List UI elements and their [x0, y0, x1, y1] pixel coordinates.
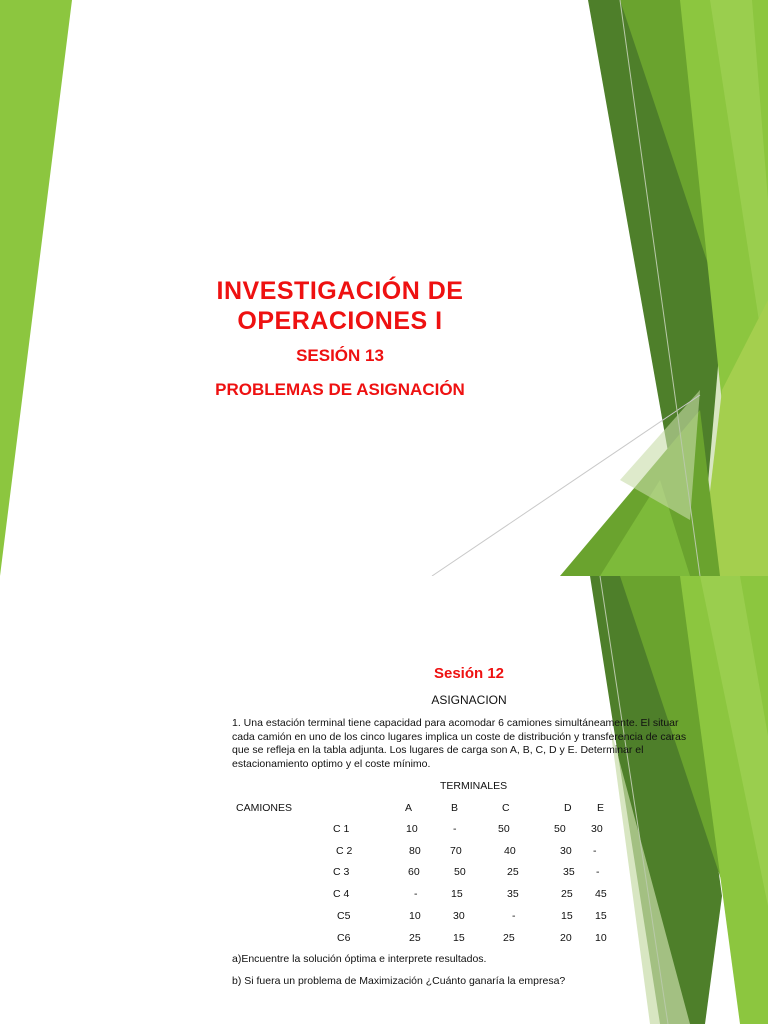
table-cell: 25 [507, 866, 519, 878]
content-slide [0, 576, 768, 1024]
table-cell: 45 [595, 888, 607, 900]
column-header: B [451, 802, 459, 814]
table-cell: 15 [451, 888, 463, 900]
table-cell: 25 [409, 932, 421, 944]
table-cell: 70 [450, 845, 462, 857]
table-cell: 10 [595, 932, 607, 944]
column-header: A [405, 802, 413, 814]
table-cell: 10 [409, 910, 421, 922]
table-cell: - [596, 866, 600, 878]
table-cell: - [453, 823, 457, 835]
table-cell: 15 [561, 910, 573, 922]
row-label: C 3 [333, 866, 350, 878]
table-cell: 40 [504, 845, 516, 857]
table-group-header: TERMINALES [440, 780, 508, 792]
table-cell: 30 [560, 845, 572, 857]
column-header: C [502, 802, 510, 814]
row-label: C 2 [336, 845, 353, 857]
table-cell: 80 [409, 845, 421, 857]
table-cell: 35 [507, 888, 519, 900]
row-label: C5 [337, 910, 351, 922]
table-cell: - [512, 910, 516, 922]
table-cell: 30 [453, 910, 465, 922]
table-cell: 25 [561, 888, 573, 900]
table-cell: 10 [406, 823, 418, 835]
table-cell: 50 [498, 823, 510, 835]
row-label: C 4 [333, 888, 350, 900]
table-cell: 30 [591, 823, 603, 835]
row-label: C6 [337, 932, 351, 944]
table-cell: 50 [554, 823, 566, 835]
column-header: D [564, 802, 572, 814]
table-cell: 35 [563, 866, 575, 878]
table-row-header: CAMIONES [236, 802, 293, 814]
column-header: E [597, 802, 605, 814]
problem-statement: 1. Una estación terminal tiene capacidad para acomodar 6 camiones simultáneamente. El situar cada camión en uno de los cinco lugares implica un coste de distribución y transferencia de caras que se refleja en la tabla adjunta. Los lugares de carga son A, B, C, D y E. Determinar el estacionamiento optimo y el coste mínimo. [232, 717, 687, 770]
table-cell: 60 [408, 866, 420, 878]
table-cell: - [593, 845, 597, 857]
slide-title: Sesión 12 [433, 665, 505, 682]
table-cell: 15 [595, 910, 607, 922]
section-heading: ASIGNACION [431, 693, 507, 707]
question-b: b) Si fuera un problema de Maximización ¿Cuánto ganaría la empresa? [232, 975, 566, 987]
table-cell: 15 [453, 932, 465, 944]
table-cell: 50 [454, 866, 466, 878]
session-label: SESIÓN 13 [296, 346, 384, 365]
table-cell: - [414, 888, 418, 900]
table-cell: 20 [560, 932, 572, 944]
table-cell: 25 [503, 932, 515, 944]
slide-title: INVESTIGACIÓN DE OPERACIONES I [216, 277, 464, 335]
row-label: C 1 [333, 823, 350, 835]
question-a: a)Encuentre la solución óptima e interprete resultados. [232, 953, 487, 965]
slide-subtitle: PROBLEMAS DE ASIGNACIÓN [215, 380, 465, 399]
